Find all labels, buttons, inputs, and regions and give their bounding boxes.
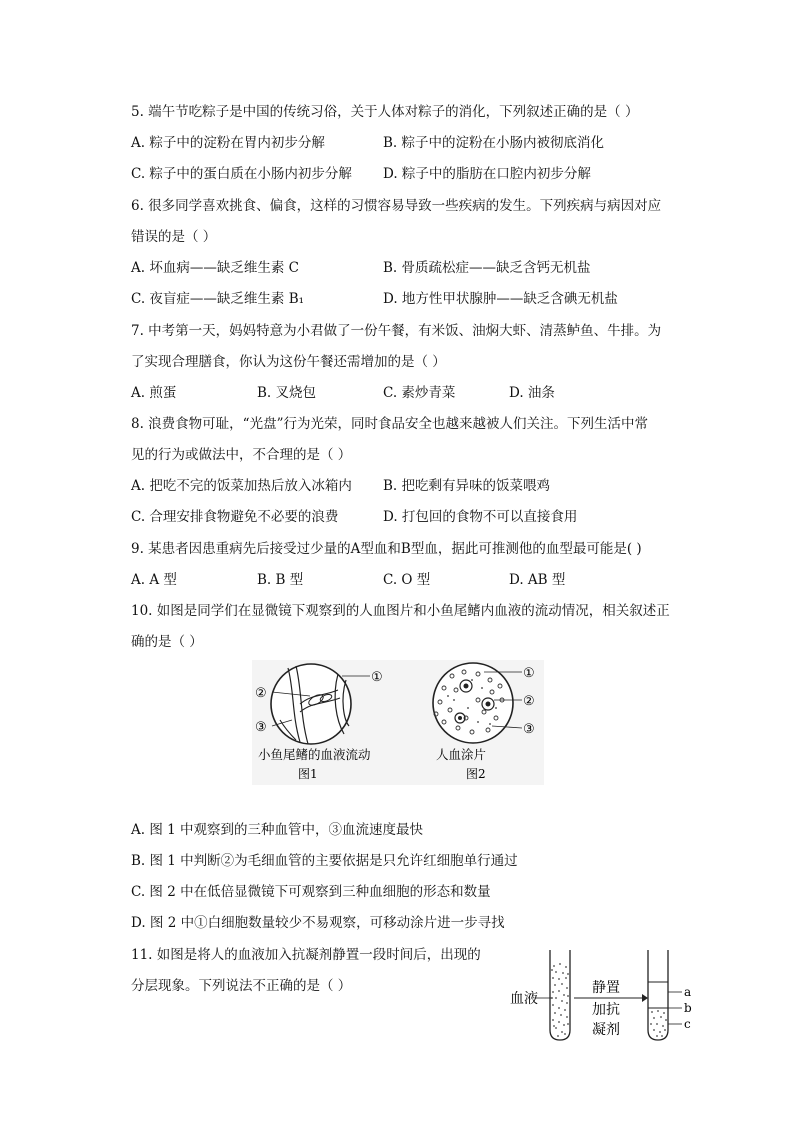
q11-figure	[508, 948, 698, 1044]
fig2-caption: 人血涂片	[436, 747, 487, 762]
q5-stem: 5. 端午节吃粽子是中国的传统习俗，关于人体对粽子的消化，下列叙述正确的是（ ）	[131, 104, 639, 120]
arrow-label-bot: 凝剂	[592, 1022, 620, 1038]
q6-option-a[interactable]: A. 坏血病——缺乏维生素 C	[131, 260, 299, 276]
fig1-caption: 小鱼尾鳍的血液流动	[258, 747, 371, 762]
q8-option-b[interactable]: B. 把吃剩有异味的饭菜喂鸡	[383, 478, 551, 494]
q6-stem-line2: 错误的是（ ）	[131, 229, 217, 245]
q8-stem-line1: 8. 浪费食物可耻，“光盘”行为光荣，同时食品安全也越来越被人们关注。下列生活中常	[131, 416, 648, 432]
q10-stem-line1: 10. 如图是同学们在显微镜下观察到的人血图片和小鱼尾鳍内血液的流动情况，相关叙述正	[131, 603, 670, 619]
fig2-label: 图2	[466, 767, 486, 781]
arrow-label-mid: 加抗	[592, 1002, 620, 1018]
layer-label-a: a	[684, 985, 692, 999]
fig2-marker-3: ③	[523, 722, 535, 737]
q6-option-b[interactable]: B. 骨质疏松症——缺乏含钙无机盐	[383, 260, 591, 276]
q8-option-a[interactable]: A. 把吃不完的饭菜加热后放入冰箱内	[131, 478, 352, 494]
arrow-label-top: 静置	[592, 980, 620, 996]
q10-figure	[252, 660, 544, 785]
q6-option-c[interactable]: C. 夜盲症——缺乏维生素 B₁	[131, 291, 305, 307]
q7-option-c[interactable]: C. 素炒青菜	[383, 385, 456, 401]
q9-option-b[interactable]: B. B 型	[257, 572, 304, 588]
layer-label-c: c	[684, 1017, 691, 1031]
q11-stem-line2: 分层现象。下列说法不正确的是（ ）	[131, 978, 352, 994]
fig1-marker-1: ①	[371, 670, 383, 685]
q7-option-d[interactable]: D. 油条	[509, 385, 555, 401]
fig1-marker-3: ③	[255, 720, 267, 735]
fig1-label: 图1	[298, 767, 318, 781]
q9-stem: 9. 某患者因患重病先后接受过少量的A型血和B型血，据此可推测他的血型最可能是( )	[131, 541, 642, 557]
q5-option-c[interactable]: C. 粽子中的蛋白质在小肠内初步分解	[131, 166, 352, 182]
q7-stem-line1: 7. 中考第一天，妈妈特意为小君做了一份午餐，有米饭、油焖大虾、清蒸鲈鱼、牛排。为	[131, 323, 662, 339]
q5-option-a[interactable]: A. 粽子中的淀粉在胃内初步分解	[131, 135, 325, 151]
q7-stem-line2: 了实现合理膳食，你认为这份午餐还需增加的是（ ）	[131, 354, 446, 370]
fig1-marker-2: ②	[255, 686, 267, 701]
q8-option-c[interactable]: C. 合理安排食物避免不必要的浪费	[131, 509, 339, 525]
blood-label: 血液	[510, 991, 538, 1007]
blood-tube	[536, 950, 570, 1040]
layer-label-b: b	[684, 1001, 692, 1015]
q7-option-a[interactable]: A. 煎蛋	[131, 385, 177, 401]
q10-option-c[interactable]: C. 图 2 中在低倍显微镜下可观察到三种血细胞的形态和数量	[131, 884, 491, 900]
q10-option-b[interactable]: B. 图 1 中判断②为毛细血管的主要依据是只允许红细胞单行通过	[131, 853, 518, 869]
q10-option-d[interactable]: D. 图 2 中①白细胞数量较少不易观察，可移动涂片进一步寻找	[131, 915, 505, 931]
q10-stem-line2: 确的是（ ）	[131, 634, 203, 650]
q5-option-b[interactable]: B. 粽子中的淀粉在小肠内被彻底消化	[383, 135, 605, 151]
q11-stem-line1: 11. 如图是将人的血液加入抗凝剂静置一段时间后，出现的	[131, 947, 481, 963]
q6-stem-line1: 6. 很多同学喜欢挑食、偏食，这样的习惯容易导致一些疾病的发生。下列疾病与病因对应	[131, 198, 662, 214]
q5-option-d[interactable]: D. 粽子中的脂肪在口腔内初步分解	[383, 166, 591, 182]
q9-option-d[interactable]: D. AB 型	[509, 572, 566, 588]
q9-option-c[interactable]: C. O 型	[383, 572, 431, 588]
separated-tube	[648, 950, 682, 1040]
q8-stem-line2: 见的行为或做法中，不合理的是（ ）	[131, 447, 352, 463]
q7-option-b[interactable]: B. 叉烧包	[257, 385, 317, 401]
fig2-marker-1: ①	[523, 666, 535, 681]
q10-option-a[interactable]: A. 图 1 中观察到的三种血管中，③血流速度最快	[131, 822, 424, 838]
q9-option-a[interactable]: A. A 型	[131, 572, 177, 588]
q8-option-d[interactable]: D. 打包回的食物不可以直接食用	[383, 509, 578, 525]
q6-option-d[interactable]: D. 地方性甲状腺肿——缺乏含碘无机盐	[383, 291, 618, 307]
fig2-marker-2: ②	[523, 694, 535, 709]
